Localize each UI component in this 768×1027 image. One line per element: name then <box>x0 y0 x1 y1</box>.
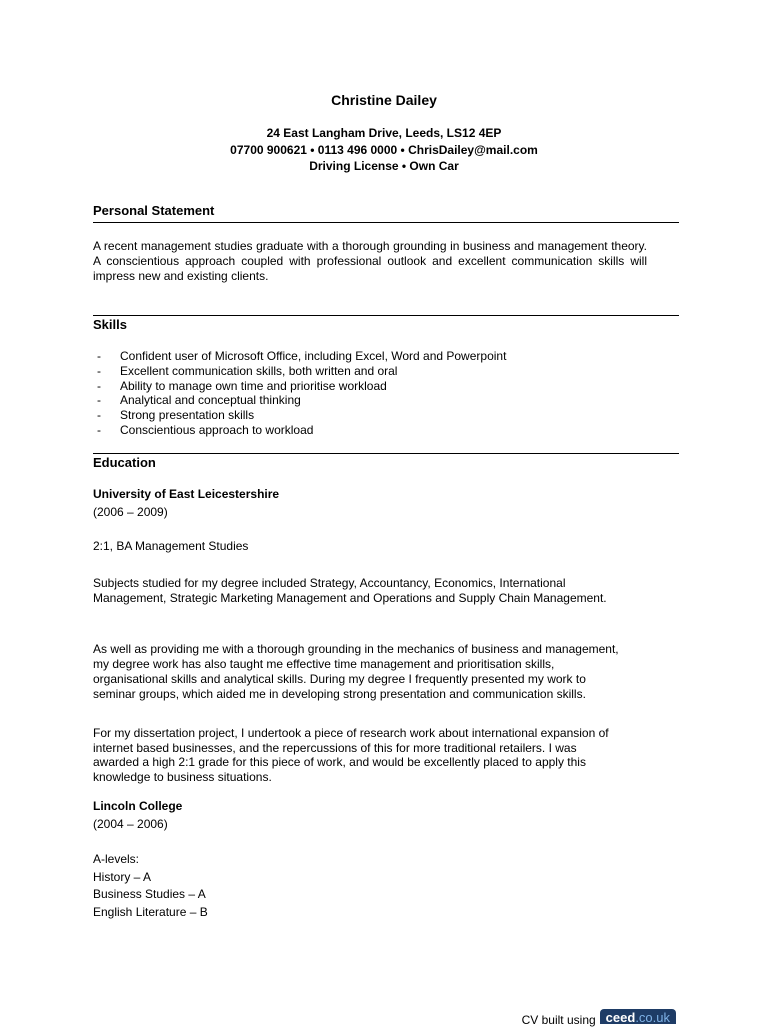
subjects-paragraph: Subjects studied for my degree included Strategy, Accountancy, Economics, International Management, Strategic Marketing Management and Operations and Supply Chain Management. <box>93 576 607 605</box>
list-item: History – A <box>93 869 152 884</box>
university-name: University of East Leicestershire <box>93 487 280 501</box>
alevels-block <box>93 851 647 921</box>
degree: 2:1, BA Management Studies <box>93 539 249 553</box>
experience-paragraph: As well as providing me with a thorough grounding in the mechanics of business and management, my degree work has also taught me effective time management and prioritisation skills, organisational skills and analytical skills. During my degree I frequently presented my work to seminar groups, which aided me in developing strong presentation and communication skills. <box>93 642 619 701</box>
list-item: English Literature – B <box>93 904 208 919</box>
list-item: - Strong presentation skills <box>97 408 255 423</box>
extras-line: Driving License • Own Car <box>309 159 459 173</box>
skills-list <box>93 349 653 438</box>
college-dates: (2004 – 2006) <box>93 817 168 831</box>
dissertation-paragraph: For my dissertation project, I undertook a piece of research work about international expansion of internet based businesses, and the repercussions of this for more traditional retailers. I was awarded a high 2:1 grade for this piece of work, and would be excellently placed to apply this knowledge to business situations. <box>93 726 609 784</box>
college-name: Lincoln College <box>93 799 183 813</box>
ceed-logo[interactable]: ceed.co.uk <box>600 1009 676 1024</box>
personal-statement-body: A recent management studies graduate with a thorough grounding in business and management theory. A conscientious approach coupled with professional outlook and excellent communication skills will impress new and existing clients. <box>93 239 647 283</box>
list-item: - Conscientious approach to workload <box>97 422 314 437</box>
alevels-label: A-levels: <box>93 852 140 866</box>
list-item: Business Studies – A <box>93 887 206 901</box>
contact-line: 07700 900621 • 0113 496 0000 • ChrisDailey@mail.com <box>230 143 538 157</box>
education-heading: Education <box>93 455 156 470</box>
list-item: - Confident user of Microsoft Office, including Excel, Word and Powerpoint <box>97 349 507 363</box>
skills-heading: Skills <box>93 317 127 332</box>
list-item: - Ability to manage own time and prioritise workload <box>97 378 387 393</box>
made-with-text: CV built using <box>521 1013 596 1027</box>
list-item: - Analytical and conceptual thinking <box>97 393 301 408</box>
address-line: 24 East Langham Drive, Leeds, LS12 4EP <box>266 126 502 140</box>
list-item: - Excellent communication skills, both written and oral <box>97 363 398 378</box>
footer-credit <box>521 1010 676 1027</box>
personal-statement-heading: Personal Statement <box>93 203 679 223</box>
candidate-name: Christine Dailey <box>331 92 437 108</box>
university-dates: (2006 – 2009) <box>93 505 168 519</box>
education-divider <box>93 453 679 454</box>
skills-divider <box>93 315 679 316</box>
